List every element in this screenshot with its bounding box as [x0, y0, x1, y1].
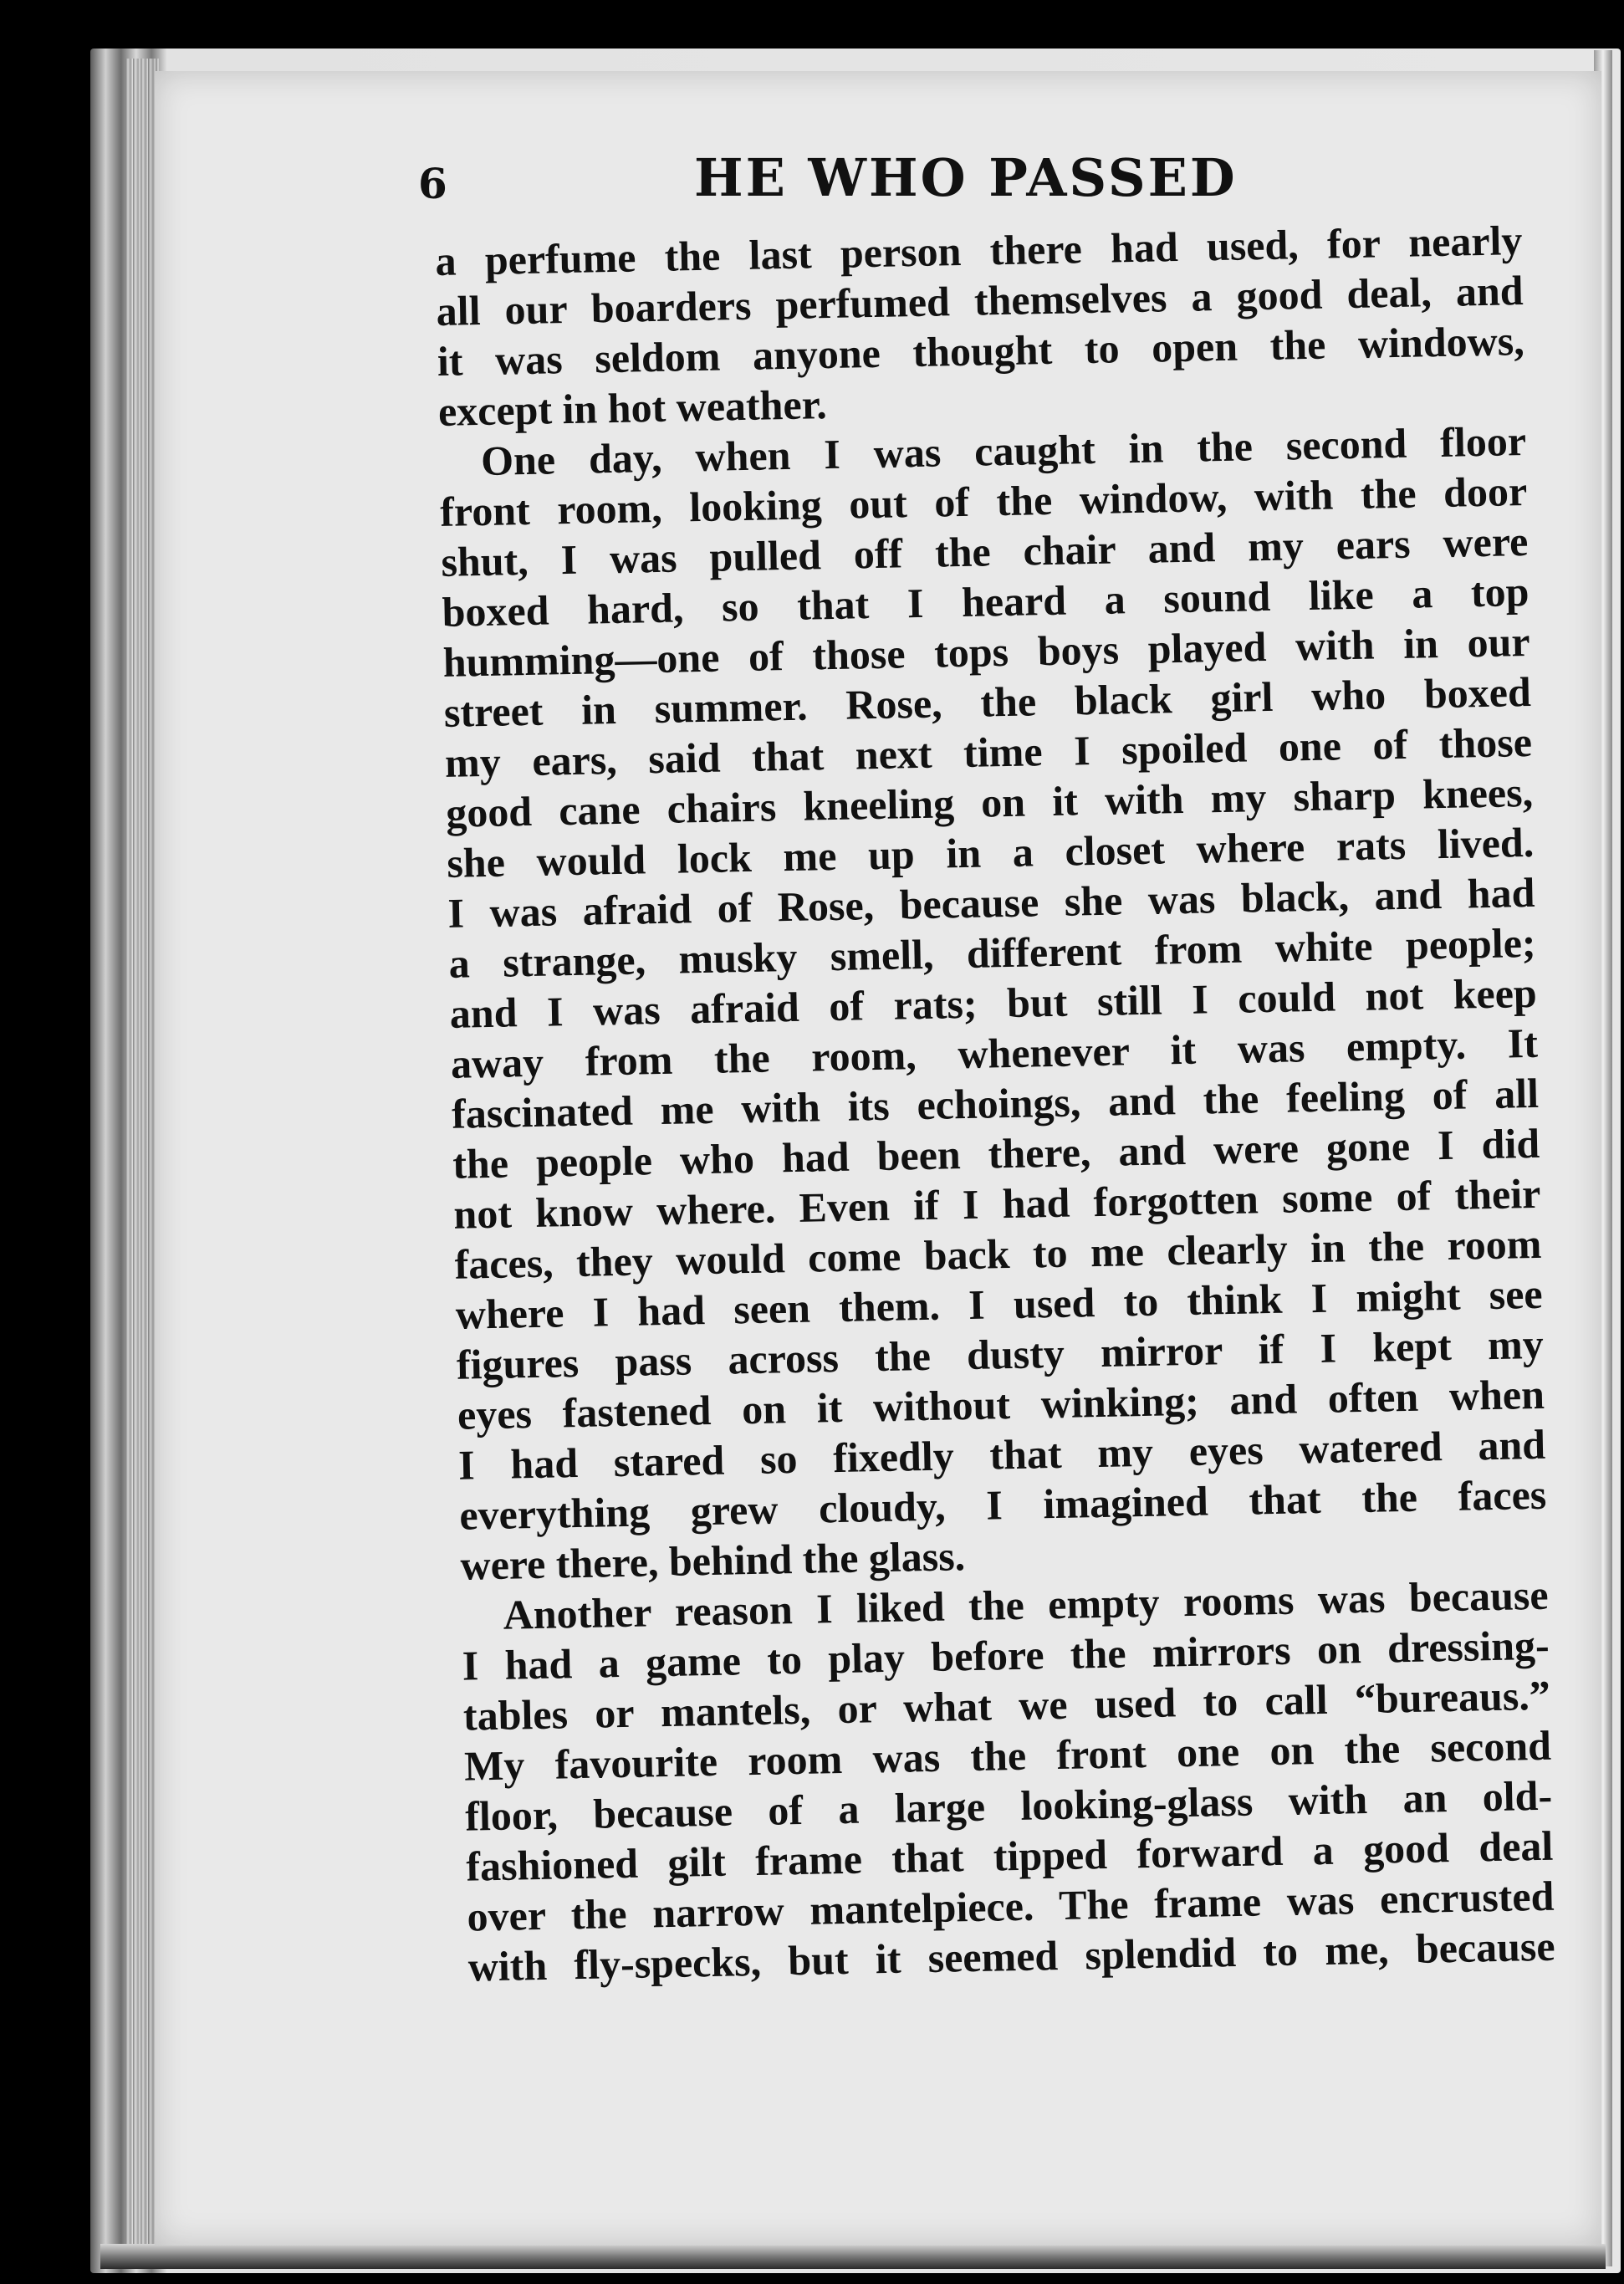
bottom-page-edge [100, 2244, 1606, 2269]
text-line: where I had seen them. I used to think I might see [455, 1270, 1544, 1338]
body-text [435, 215, 1555, 1992]
text-line: my ears, said that next time I spoiled one of those [444, 718, 1533, 786]
text-line: One day, when I was caught in the second floor [480, 416, 1527, 484]
running-title: HE WHO PASSED [694, 147, 1238, 208]
text-line: Another reason I liked the empty rooms was because [503, 1571, 1549, 1638]
text-line: I had a game to play before the mirrors on dressing- [462, 1621, 1550, 1689]
text-line: front room, looking out of the window, with the door [439, 467, 1528, 535]
text-line: it was seldom anyone thought to open the windows, [437, 317, 1525, 385]
text-line: fashioned gilt frame that tipped forward a good deal [465, 1822, 1554, 1890]
text-line: eyes fastened on it without winking; and often when [457, 1370, 1545, 1438]
text-line: faces, they would come back to me clearly in the room [454, 1219, 1542, 1288]
text-line: all our boarders perfumed themselves a good deal, and [436, 267, 1524, 335]
page-header [418, 147, 1254, 214]
text-line: the people who had been there, and were gone I did [452, 1119, 1540, 1188]
text-line: a perfume the last person there had used, for nearly [435, 217, 1523, 284]
text-line: over the narrow mantelpiece. The frame was encrusted [467, 1872, 1555, 1940]
text-line: My favourite room was the front one on the second [463, 1721, 1552, 1790]
page-stack-edge [125, 59, 159, 2250]
text-line: everything grew cloudy, I imagined that the faces [458, 1470, 1547, 1539]
text-line: except in hot weather. [437, 381, 828, 435]
text-line: were there, behind the glass. [459, 1532, 966, 1589]
text-line: with fly-specks, but it seemed splendid to me, because [467, 1922, 1556, 1990]
text-line: fascinated me with its echoings, and the feeling of all [451, 1069, 1540, 1137]
text-line: floor, because of a large looking-glass with an old- [464, 1771, 1553, 1840]
text-line: good cane chairs kneeling on it with my sharp knees, [445, 768, 1534, 836]
text-line: boxed hard, so that I heard a sound like a top [442, 567, 1530, 636]
text-line: tables or mantels, or what we used to call “bureaus.” [462, 1671, 1551, 1740]
text-line: away from the room, whenever it was empty. It [450, 1019, 1539, 1087]
text-line: and I was afraid of rats; but still I could not keep [449, 968, 1538, 1037]
text-line: she would lock me up in a closet where rats lived. [446, 818, 1535, 887]
text-line: not know where. Even if I had forgotten some of their [452, 1169, 1541, 1238]
page-number: 6 [418, 159, 447, 208]
text-line: a strange, musky smell, different from white people; [448, 918, 1536, 987]
text-line: shut, I was pulled off the chair and my ears were [440, 517, 1529, 585]
text-line: I had stared so fixedly that my eyes watered and [457, 1420, 1546, 1489]
text-line: I was afraid of Rose, because she was black, and had [447, 868, 1535, 937]
text-line: street in summer. Rose, the black girl who boxed [443, 667, 1532, 736]
text-line: figures pass across the dusty mirror if I kept my [456, 1320, 1545, 1388]
text-line: humming—one of those tops boys played with in our [442, 617, 1531, 686]
